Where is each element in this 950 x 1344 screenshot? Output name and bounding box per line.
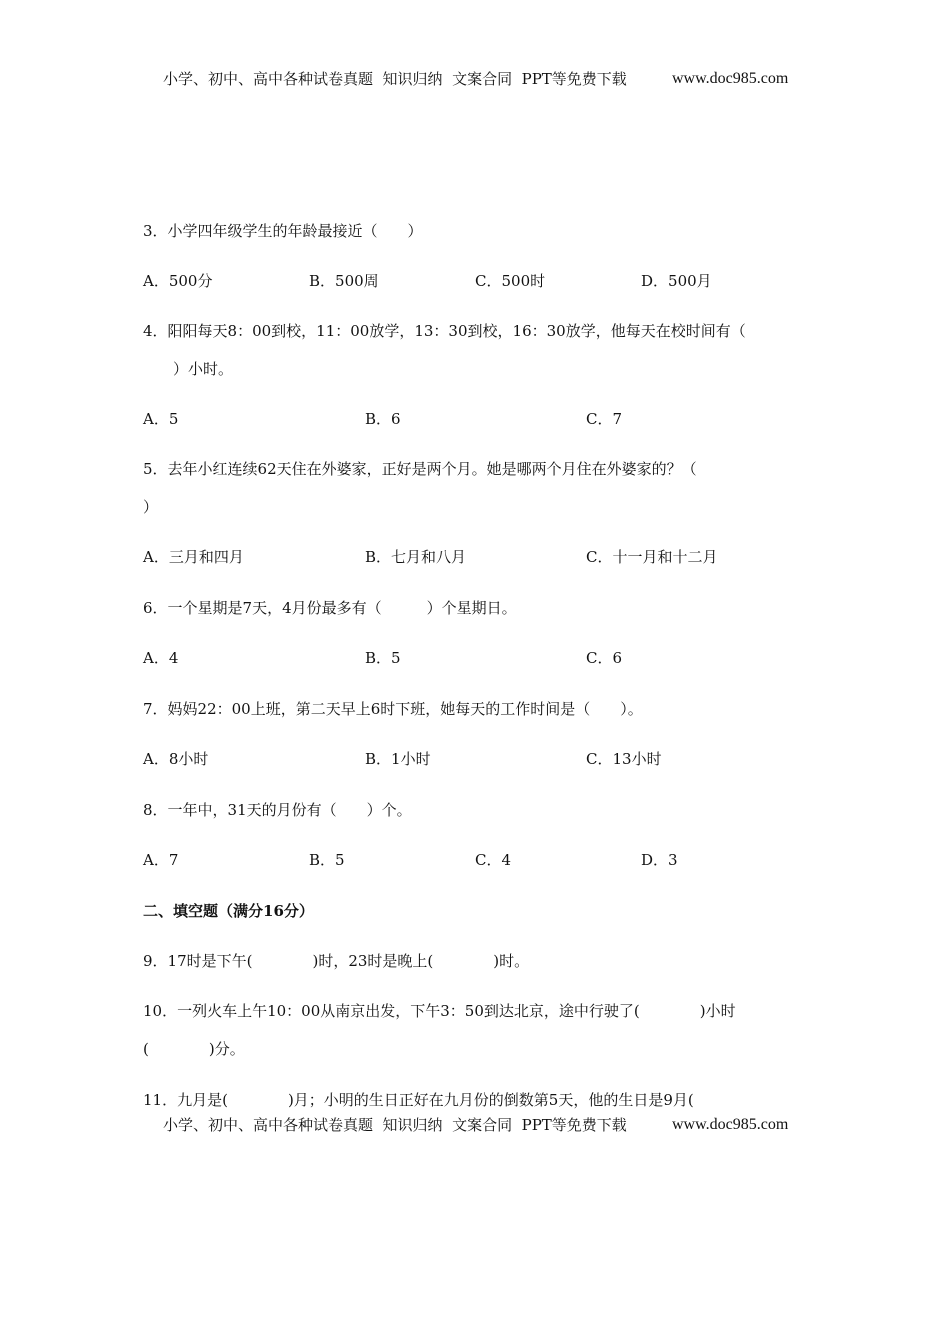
answer-option[interactable]: A．5 xyxy=(143,410,179,428)
question-text: 4．阳阳每天8：00到校，11：00放学，13：30到校，16：30放学，他每天在校时间有（ xyxy=(143,322,746,340)
header-url[interactable]: www.doc985.com xyxy=(672,70,789,87)
answer-option[interactable]: B．5 xyxy=(365,649,401,667)
question-text: 3．小学四年级学生的年龄最接近（ ） xyxy=(143,222,423,240)
answer-option[interactable]: A．7 xyxy=(143,851,179,869)
answer-option[interactable]: A．500分 xyxy=(143,272,213,290)
answer-option[interactable]: D．3 xyxy=(641,851,678,869)
answer-option[interactable]: A．三月和四月 xyxy=(143,548,244,566)
question-text: 6．一个星期是7天，4月份最多有（ ）个星期日。 xyxy=(143,599,517,617)
answer-option[interactable]: C．13小时 xyxy=(586,750,662,768)
fill-blank-question: 10．一列火车上午10：00从南京出发，下午3：50到达北京，途中行驶了( )小时 xyxy=(143,1002,736,1020)
answer-option[interactable]: C．500时 xyxy=(475,272,546,290)
question-text: 5．去年小红连续62天住在外婆家，正好是两个月。她是哪两个月住在外婆家的？（ xyxy=(143,460,697,478)
footer-url[interactable]: www.doc985.com xyxy=(672,1116,789,1133)
answer-option[interactable]: C．十一月和十二月 xyxy=(586,548,718,566)
fill-blank-question: 11．九月是( )月；小明的生日正好在九月份的倒数第5天，他的生日是9月( xyxy=(143,1091,694,1109)
answer-option[interactable]: B．6 xyxy=(365,410,401,428)
answer-option[interactable]: C．6 xyxy=(586,649,623,667)
fill-blank-question: 9．17时是下午( )时，23时是晚上( )时。 xyxy=(143,952,530,970)
footer-text: 小学、初中、高中各种试卷真题 知识归纳 文案合同 PPT等免费下载 xyxy=(163,1116,627,1134)
question-text: 7．妈妈22：00上班，第二天早上6时下班，她每天的工作时间是（ ）。 xyxy=(143,700,643,718)
answer-option[interactable]: C．4 xyxy=(475,851,512,869)
answer-option[interactable]: A．4 xyxy=(143,649,179,667)
answer-option[interactable]: B．七月和八月 xyxy=(365,548,467,566)
answer-option[interactable]: B．1小时 xyxy=(365,750,431,768)
question-text: 8．一年中，31天的月份有（ ）个。 xyxy=(143,801,412,819)
answer-option[interactable]: B．500周 xyxy=(309,272,379,290)
header-text: 小学、初中、高中各种试卷真题 知识归纳 文案合同 PPT等免费下载 xyxy=(163,70,627,88)
answer-option[interactable]: C．7 xyxy=(586,410,623,428)
fill-blank-question: ( )分。 xyxy=(143,1040,245,1058)
answer-option[interactable]: A．8小时 xyxy=(143,750,209,768)
answer-option[interactable]: D．500月 xyxy=(641,272,712,290)
section-title: 二、填空题（满分16分） xyxy=(143,902,314,920)
question-text: ）小时。 xyxy=(143,360,234,378)
answer-option[interactable]: B．5 xyxy=(309,851,345,869)
question-text: ） xyxy=(143,498,159,516)
